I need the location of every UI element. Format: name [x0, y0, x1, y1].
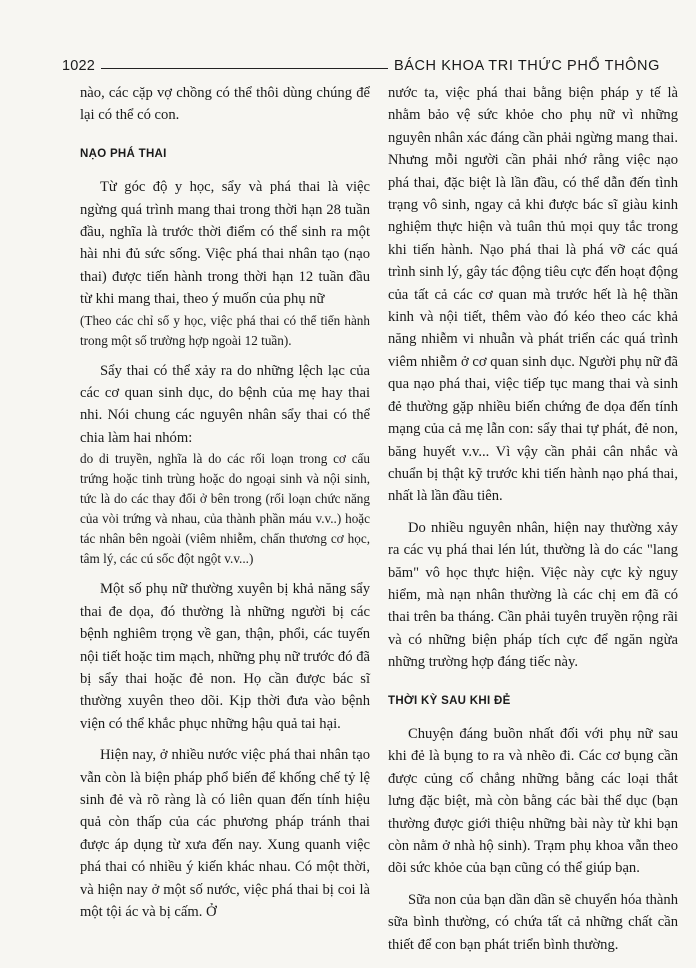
page-header: [62, 52, 660, 74]
parenthetical-note: (Theo các chỉ số y học, việc phá thai có thể tiến hành trong một số trường hợp ngoài 12 tuần).: [80, 312, 370, 348]
paragraph-small: do di truyền, nghĩa là do các rối loạn trong cơ cấu trứng hoặc tinh trùng hoặc do ngoại sinh và nội sinh, tức là do các thay đổi ở bên trong (rối loạn chức năng của vòi trứng và nhau, của thành phần máu v.v..) hoặc tác nhân bên ngoài (viêm nhiễm, chấn thương cơ học, tâm lý, các cú sốc đột ngột v.v...): [80, 451, 370, 567]
paragraph: Hiện nay, ở nhiều nước việc phá thai nhân tạo vẫn còn là biện pháp phổ biến để khống chế tỷ lệ sinh đẻ và rõ ràng là có liên quan đến tính hiệu quả còn thấp của các phương pháp tránh thai được áp dụng từ xưa đến nay. Xung quanh việc phá thai có nhiều ý kiến khác nhau. Có một thời, và hiện nay ở một số nước, việc phá thai bị coi là một tội ác và bị cấm. Ở: [80, 747, 370, 920]
continuation-paragraph: nào, các cặp vợ chồng có thể thôi dùng chúng để lại có thể có con.: [80, 85, 370, 124]
paragraph: Một số phụ nữ thường xuyên bị khả năng sẩy thai đe dọa, đó thường là những người bị các bệnh nghiêm trọng về gan, thận, phổi, các tuyến nội tiết hoặc tim mạch, những phụ nữ trước đó đã bị sẩy thai hoặc đẻ non. Họ cần được bác sĩ thường xuyên theo dõi. Kịp thời đưa vào bệnh viện có thể khắc phục những hậu quả tai hại.: [80, 581, 370, 732]
section-heading-abortion: NẠO PHÁ THAI: [80, 147, 167, 160]
page-number: 1022: [62, 58, 96, 74]
paragraph: Từ góc độ y học, sẩy và phá thai là việc ngừng quá trình mang thai trong thời hạn 28 tuần đầu, nghĩa là trước thời điểm có thể sinh ra một hài nhi đủ sức sống. Việc phá thai nhân tạo (nạo thai) được tiến hành trong thời hạn 12 tuần đầu từ khi mang thai, theo ý muốn của phụ nữ: [80, 179, 370, 308]
continuation-paragraph: nước ta, việc phá thai bằng biện pháp y tế là nhằm bảo vệ sức khỏe cho phụ nữ vì những nguyên nhân xác đáng cần phải ngừng mang thai. Nhưng mỗi người cần phải nhớ rằng việc nạo phá thai, đặc biệt là lần đầu, có thể dẫn đến tình trạng vô sinh, ngay cả khi được bác sĩ giàu kinh nghiệm thực hiện và tuân thủ mọi quy tắc trong khi tiến hành. Nạo phá thai là phá vỡ các quá trình sinh lý, gây tác động tiêu cực đến hoạt động của tất cả các cơ quan mà trước hết là hệ thần kinh và nội tiết, thêm vào đó kéo theo các khả năng nhiễm vi nhuẫn và phát triển các quá trình viêm nhiễm ở cơ quan sinh dục. Người phụ nữ đã qua nạo phá thai, việc tiếp tục mang thai và sinh đẻ thường gặp nhiều biến chứng đe dọa đến tính mạng của cả mẹ lẫn con: sẩy thai tự phát, đẻ non, băng huyết v.v... Vì vậy cần phải cân nhắc và chuẩn bị thật kỹ trước khi tiến hành nạo phá thai, nhất là lần đầu tiên.: [388, 85, 678, 505]
section-heading-postpartum: THỜI KỲ SAU KHI ĐẺ: [388, 694, 511, 707]
right-column: [388, 82, 678, 956]
paragraph: Sẩy thai có thể xảy ra do những lệch lạc của các cơ quan sinh dục, do bệnh của mẹ hay thai nhi. Nói chung các nguyên nhân sẩy thai có thể chia làm hai nhóm:: [80, 362, 370, 446]
paragraph: Do nhiều nguyên nhân, hiện nay thường xảy ra các vụ phá thai lén lút, thường là do các "lang băm" vô học thực hiện. Việc này cực kỳ nguy hiểm, mà nạn nhân thường là các chị em đã có thai trên ba tháng. Cần phải tuyên truyền rộng rãi và có những biện pháp tích cực để ngăn ngừa những trường hợp đáng tiếc này.: [388, 519, 678, 671]
paragraph: Chuyện đáng buồn nhất đối với phụ nữ sau khi đẻ là bụng to ra và nhẽo đi. Các cơ bụng cần được củng cố chẳng những bằng các loại thắt lưng đặc biệt, mà còn bằng các bài thể dục (bạn thường được giới thiệu những bài này từ khi bạn còn nằm ở nhà hộ sinh). Trạm phụ khoa vẫn theo dõi sức khỏe của bạn cũng có thể giúp bạn.: [388, 725, 678, 877]
running-title: BÁCH KHOA TRI THỨC PHỔ THÔNG: [393, 58, 660, 74]
left-column: [80, 82, 370, 923]
header-rule: [101, 68, 388, 69]
paragraph: Sữa non của bạn dần dần sẽ chuyển hóa thành sữa bình thường, có chứa tất cả những chất cần thiết để con bạn phát triển bình thường.: [388, 891, 678, 953]
